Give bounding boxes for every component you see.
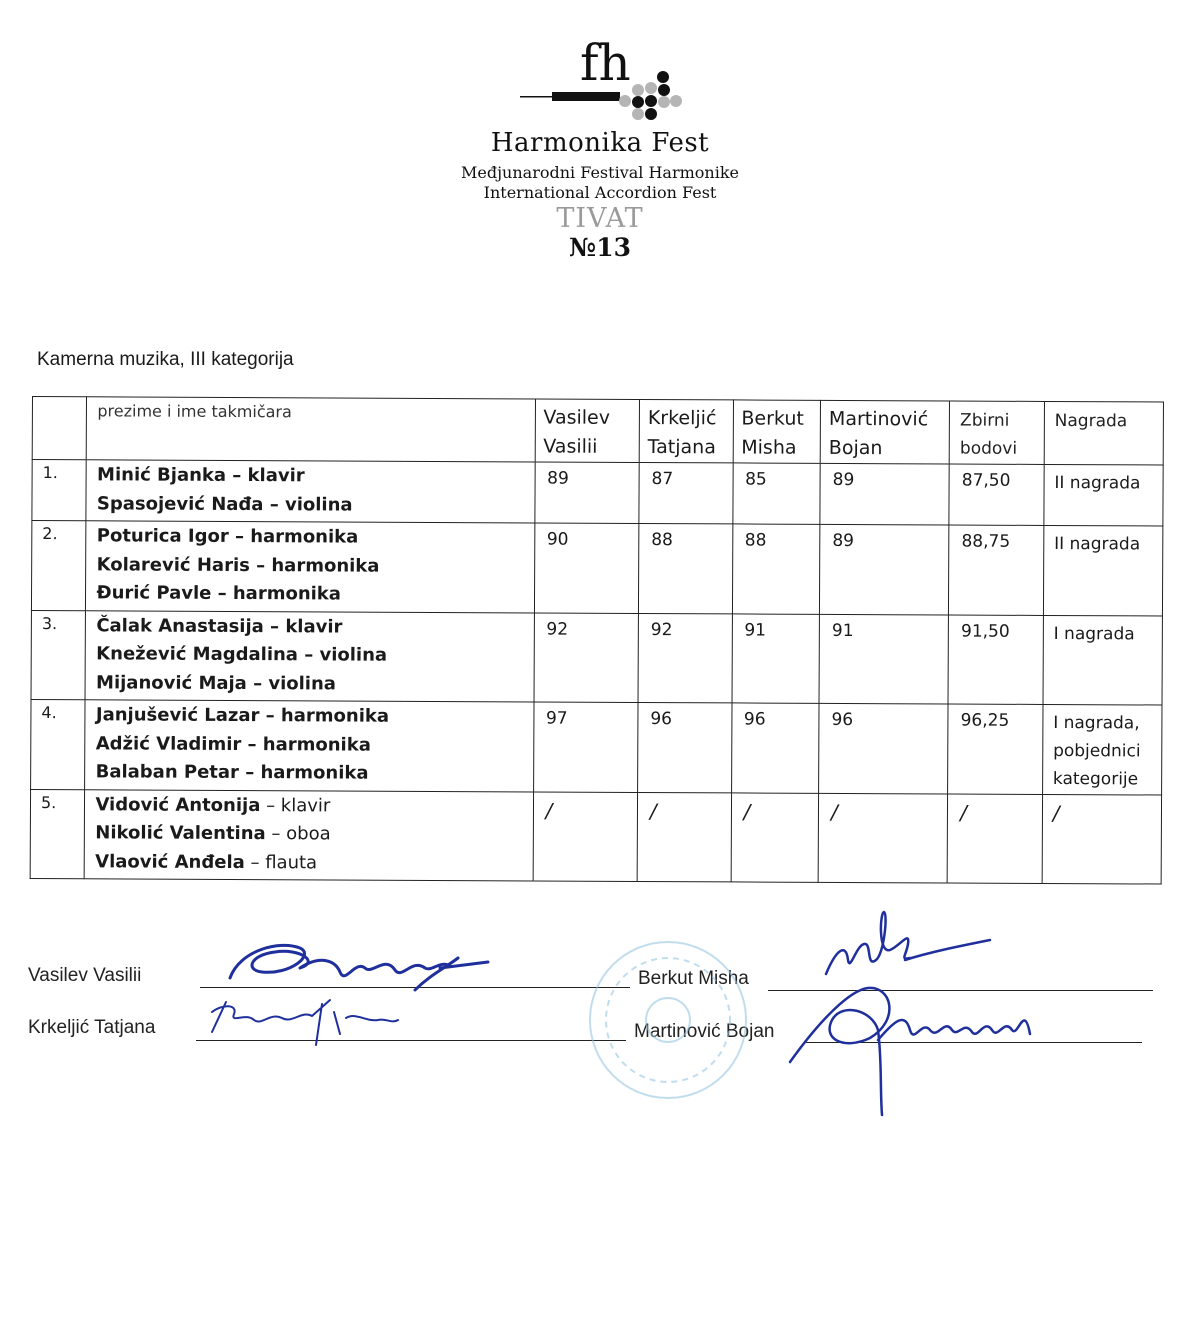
judge-score-1: / bbox=[533, 791, 638, 881]
row-number: 2. bbox=[31, 521, 86, 611]
row-number: 3. bbox=[31, 610, 86, 700]
judge-score-3: 85 bbox=[732, 463, 820, 524]
festival-city: TIVAT bbox=[556, 203, 644, 234]
signature-label-vasilev: Vasilev Vasilii bbox=[28, 965, 142, 986]
row-number: 1. bbox=[32, 460, 87, 521]
judge-score-1: 92 bbox=[534, 612, 639, 702]
contestant-entry: Minić Bjanka – klavir bbox=[97, 464, 305, 487]
total-points: 88,75 bbox=[949, 525, 1044, 615]
contestant-entry: Balaban Petar – harmonika bbox=[95, 761, 369, 784]
judge-score-2: 87 bbox=[639, 462, 733, 523]
header-judge-4: Martinović Bojan bbox=[820, 400, 949, 464]
signature-line-berkut bbox=[768, 990, 1153, 991]
judge-score-2: / bbox=[637, 792, 731, 882]
judge-score-2: 92 bbox=[638, 613, 732, 703]
festival-subtitle-local: Međjunarodni Festival Harmonike bbox=[461, 163, 739, 182]
award bbox=[1044, 464, 1163, 526]
table-row bbox=[31, 610, 1162, 705]
signature-label-krkeljic: Krkeljić Tatjana bbox=[28, 1017, 156, 1038]
award bbox=[1043, 615, 1163, 705]
contestant-entry bbox=[95, 791, 532, 822]
award bbox=[1042, 704, 1162, 794]
contestant-entry bbox=[95, 819, 532, 850]
table-row bbox=[31, 699, 1162, 794]
contestant-entry bbox=[95, 848, 532, 879]
award-line: I nagrada, bbox=[1053, 712, 1140, 734]
header-number-cell bbox=[32, 397, 87, 460]
award-line: kategorije bbox=[1052, 768, 1139, 790]
contestant-entry: Mijanović Maja – violina bbox=[96, 671, 337, 694]
contestant-entry: Spasojević Nađa – violina bbox=[96, 492, 353, 516]
contestant-entry: Adžić Vladimir – harmonika bbox=[95, 732, 371, 756]
contestant-instrument: – oboa bbox=[265, 823, 331, 845]
total-points: 96,25 bbox=[948, 704, 1043, 794]
official-stamp bbox=[590, 942, 746, 1098]
table-header-row bbox=[32, 397, 1163, 466]
festival-subtitle-english: International Accordion Fest bbox=[483, 183, 717, 202]
contestant-name: Vidović Antonija bbox=[95, 793, 261, 816]
header-total-points: Zbirni bodovi bbox=[949, 401, 1044, 464]
award-line: I nagrada bbox=[1053, 623, 1135, 644]
contestant-names bbox=[86, 521, 535, 613]
judge-score-1: 90 bbox=[534, 523, 639, 613]
contestant-entry: Janjušević Lazar – harmonika bbox=[95, 704, 390, 727]
header-award: Nagrada bbox=[1044, 401, 1163, 465]
table-row bbox=[30, 789, 1161, 884]
festival-edition: №13 bbox=[569, 233, 631, 262]
judge-score-3: / bbox=[731, 792, 819, 882]
contestant-names bbox=[85, 789, 534, 881]
table-row bbox=[32, 460, 1163, 527]
row-number: 4. bbox=[31, 699, 86, 789]
header-judge-1: Vasilev Vasilii bbox=[535, 399, 640, 463]
total-points: / bbox=[947, 793, 1042, 883]
contestant-name: Vlaović Anđela bbox=[95, 850, 245, 873]
results-table bbox=[30, 396, 1164, 885]
contestant-names bbox=[85, 700, 534, 792]
signature-berkut bbox=[826, 912, 990, 974]
table-row bbox=[31, 521, 1162, 616]
judge-score-4: 89 bbox=[820, 463, 949, 525]
award bbox=[1043, 525, 1163, 615]
judge-score-3: 96 bbox=[731, 703, 819, 793]
judge-score-2: 96 bbox=[638, 702, 732, 792]
signature-label-berkut: Berkut Misha bbox=[638, 968, 749, 989]
award-line: II nagrada bbox=[1054, 472, 1141, 494]
header-judge-2: Krkeljić Tatjana bbox=[639, 399, 733, 462]
contestant-entry: Poturica Igor – harmonika bbox=[96, 525, 359, 548]
contestant-name: Nikolić Valentina bbox=[95, 822, 266, 845]
row-number: 5. bbox=[30, 789, 85, 879]
signature-line-krkeljic bbox=[196, 1040, 626, 1041]
judge-score-4: 91 bbox=[819, 614, 949, 704]
section-title: Kamerna muzika, III kategorija bbox=[37, 349, 294, 370]
contestant-entry: Kolarević Haris – harmonika bbox=[96, 553, 380, 577]
logo-mark: fh bbox=[580, 34, 631, 92]
header-contestant-name: prezime i ime takmičara bbox=[87, 397, 535, 462]
signature-krkeljic bbox=[212, 1000, 398, 1045]
contestant-entry: Knežević Magdalina – violina bbox=[96, 643, 388, 666]
signature-vasilev bbox=[230, 945, 488, 990]
contestant-names bbox=[85, 610, 534, 702]
contestant-instrument: – klavir bbox=[260, 794, 331, 816]
judge-score-1: 89 bbox=[534, 462, 639, 524]
total-points: 91,50 bbox=[948, 614, 1043, 704]
signature-label-martinovic: Martinović Bojan bbox=[634, 1021, 775, 1042]
festival-logo bbox=[520, 30, 690, 130]
award-line: pobjednici bbox=[1053, 740, 1141, 762]
award-line: / bbox=[1052, 800, 1060, 825]
judge-score-3: 91 bbox=[732, 613, 820, 703]
signature-line-martinovic bbox=[806, 1042, 1142, 1043]
award-line: II nagrada bbox=[1054, 533, 1141, 555]
total-points: 87,50 bbox=[949, 464, 1044, 525]
contestant-entry: Čalak Anastasija – klavir bbox=[96, 614, 343, 638]
judge-score-3: 88 bbox=[732, 524, 820, 614]
header-judge-3: Berkut Misha bbox=[733, 400, 821, 463]
judge-score-4: / bbox=[818, 793, 948, 883]
judge-score-4: 89 bbox=[820, 524, 950, 614]
contestant-names bbox=[86, 460, 534, 523]
judge-score-4: 96 bbox=[819, 703, 949, 793]
signature-line-vasilev bbox=[200, 987, 630, 988]
contestant-entry: Đurić Pavle – harmonika bbox=[96, 582, 342, 605]
judge-score-1: 97 bbox=[533, 702, 638, 792]
signature-martinovic bbox=[790, 988, 1030, 1115]
judge-score-2: 88 bbox=[638, 523, 732, 613]
award bbox=[1042, 794, 1162, 884]
festival-title: Harmonika Fest bbox=[490, 128, 710, 158]
contestant-instrument: – flauta bbox=[244, 851, 318, 873]
